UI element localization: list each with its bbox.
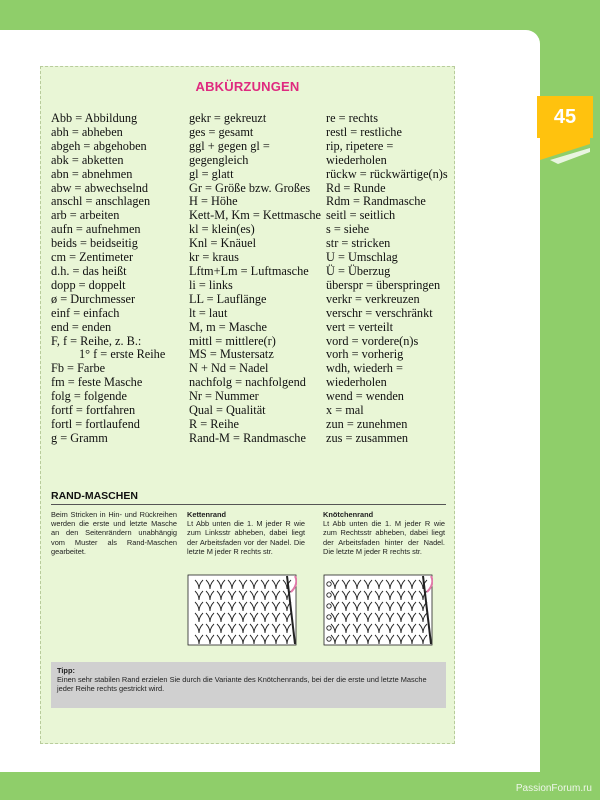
abbreviation-entry: restl = restliche	[326, 124, 402, 139]
abbreviation-entry: folg = folgende	[51, 389, 127, 404]
abbreviation-entry: str = stricken	[326, 236, 391, 251]
abbreviation-entry: Rand-M = Randmasche	[189, 430, 306, 445]
abbreviation-entry: ggl + gegen gl =	[189, 138, 270, 153]
abbreviation-entry: abk = abketten	[51, 152, 124, 167]
abbreviation-entry: wend = wenden	[326, 389, 404, 404]
abbreviation-entry: abw = abwechselnd	[51, 180, 149, 195]
abbreviation-entry: H = Höhe	[189, 194, 238, 209]
abbreviation-entry: aufn = aufnehmen	[51, 222, 141, 237]
knoetchenrand-illustration	[323, 574, 433, 646]
abbreviation-entry: fortf = fortfahren	[51, 403, 136, 418]
abbreviation-entry: kl = klein(es)	[189, 222, 255, 237]
page-number-badge	[537, 96, 593, 138]
abbreviation-entry: 1° f = erste Reihe	[79, 347, 166, 362]
abbreviation-entry: rückw = rückwärtige(n)s	[326, 166, 448, 181]
page-number: 45	[553, 105, 577, 128]
abbreviation-entry: nachfolg = nachfolgend	[189, 375, 306, 390]
abbreviation-entry: fortl = fortlaufend	[51, 416, 140, 431]
abbreviation-entry: Knl = Knäuel	[189, 236, 257, 251]
abbreviation-entry: kr = kraus	[189, 250, 239, 265]
abbreviation-entry: zus = zusammen	[326, 430, 409, 445]
knoetchenrand-text: Lt Abb unten die 1. M jeder R wie zum Rechtsstr abheben, dabei liegt der Arbeitsfaden hinter der Nadel. Die letzte M jeder R rechts str.	[323, 519, 445, 556]
abbreviation-entry: s = siehe	[326, 222, 370, 237]
abbreviation-entry: LL = Lauflänge	[189, 291, 267, 306]
abbreviation-entry: Qual = Qualität	[189, 403, 266, 418]
abbreviation-entry: rip, ripetere =	[326, 138, 394, 153]
abbreviation-entry: anschl = anschlagen	[51, 194, 151, 209]
page-title: ABKÜRZUNGEN	[195, 79, 300, 94]
abbreviation-entry: Lftm+Lm = Luftmasche	[189, 263, 309, 278]
corner-accent	[540, 138, 590, 168]
abbreviation-column-1	[51, 112, 165, 446]
abbreviation-entry: einf = einfach	[51, 305, 120, 320]
abbreviation-entry: M, m = Masche	[189, 319, 267, 334]
abbreviation-entry: Gr = Größe bzw. Großes	[189, 180, 311, 195]
knoetchenrand-section	[323, 510, 445, 556]
abbreviation-entry: gl = glatt	[189, 166, 234, 181]
tip-box	[51, 662, 446, 708]
abbreviation-entry: wiederholen	[326, 152, 387, 167]
abbreviation-entry: abgeh = abgehoben	[51, 138, 147, 153]
abbreviation-entry: verschr = verschränkt	[326, 305, 433, 320]
abbreviation-entry: abh = abheben	[51, 124, 123, 139]
abbreviation-entry: Ü = Überzug	[326, 263, 391, 278]
abbreviation-entry: g = Gramm	[51, 430, 108, 445]
abbreviation-entry: Abb = Abbildung	[51, 111, 138, 125]
tip-label: Tipp:	[57, 666, 75, 675]
abbreviation-entry: Fb = Farbe	[51, 361, 106, 376]
abbreviation-entry: vord = vordere(n)s	[326, 333, 419, 348]
abbreviation-entry: abn = abnehmen	[51, 166, 133, 181]
abbreviation-entry: beids = beidseitig	[51, 236, 138, 251]
abbreviation-entry: verkr = verkreuzen	[326, 291, 420, 306]
watermark: PassionForum.ru	[515, 783, 592, 794]
abbreviation-entry: li = links	[189, 277, 233, 292]
abbreviation-entry: MS = Mustersatz	[189, 347, 274, 362]
abbreviation-entry: lt = laut	[189, 305, 228, 320]
abbreviation-column-2	[189, 112, 321, 446]
abbreviation-entry: end = enden	[51, 319, 112, 334]
abbreviation-entry: fm = feste Masche	[51, 375, 143, 390]
abbreviation-entry: arb = arbeiten	[51, 208, 120, 223]
abbreviation-entry: Nr = Nummer	[189, 389, 259, 404]
tip-text: Einen sehr stabilen Rand erzielen Sie durch die Variante des Knötchenrands, bei der die erste und letzte Masche jeder Reihe rechts gestrickt wird.	[57, 675, 427, 694]
abbreviation-entry: Kett-M, Km = Kettmasche	[189, 208, 321, 223]
kettenrand-section	[187, 510, 305, 556]
abbreviation-entry: R = Reihe	[189, 416, 239, 431]
abbreviation-entry: Rd = Runde	[326, 180, 386, 195]
abbreviation-entry: ges = gesamt	[189, 124, 254, 139]
abbreviation-entry: mittl = mittlere(r)	[189, 333, 276, 348]
abbreviation-entry: wiederholen	[326, 375, 387, 390]
abbreviation-entry: d.h. = das heißt	[51, 263, 127, 278]
rand-maschen-intro: Beim Stricken in Hin- und Rückreihen werden die erste und letzte Masche an den Seitenrändern unabhängig vom Muster als Rand-Maschen gearbeitet.	[51, 510, 177, 556]
abbreviation-entry: vorh = vorherig	[326, 347, 404, 362]
abbreviation-entry: gegengleich	[189, 152, 249, 167]
abbreviation-entry: re = rechts	[326, 111, 378, 125]
abbreviation-entry: gekr = gekreuzt	[189, 111, 267, 125]
abbreviation-entry: zun = zunehmen	[326, 416, 408, 431]
abbreviation-entry: überspr = überspringen	[326, 277, 441, 292]
abbreviation-entry: wdh, wiederh =	[326, 361, 403, 376]
abbreviation-entry: cm = Zentimeter	[51, 250, 134, 265]
abbreviation-entry: ø = Durchmesser	[51, 291, 136, 306]
kettenrand-text: Lt Abb unten die 1. M jeder R wie zum Linksstr abheben, dabei liegt der Arbeitsfaden vor der Nadel. Die letzte M jeder R rechts str.	[187, 519, 305, 556]
abbreviation-entry: N + Nd = Nadel	[189, 361, 269, 376]
abbreviation-entry: x = mal	[326, 403, 364, 418]
kettenrand-illustration	[187, 574, 297, 646]
rand-maschen-heading: RAND-MASCHEN	[51, 490, 446, 505]
abbreviation-entry: vert = verteilt	[326, 319, 394, 334]
kettenrand-title: Kettenrand	[187, 510, 227, 519]
abbreviation-entry: Rdm = Randmasche	[326, 194, 426, 209]
knoetchenrand-title: Knötchenrand	[323, 510, 374, 519]
abbreviation-entry: U = Umschlag	[326, 250, 398, 265]
abbreviation-entry: seitl = seitlich	[326, 208, 396, 223]
abbreviation-entry: F, f = Reihe, z. B.:	[51, 333, 142, 348]
abbreviation-entry: dopp = doppelt	[51, 277, 126, 292]
abbreviation-column-3	[326, 112, 448, 446]
abbreviations-panel	[40, 66, 455, 744]
